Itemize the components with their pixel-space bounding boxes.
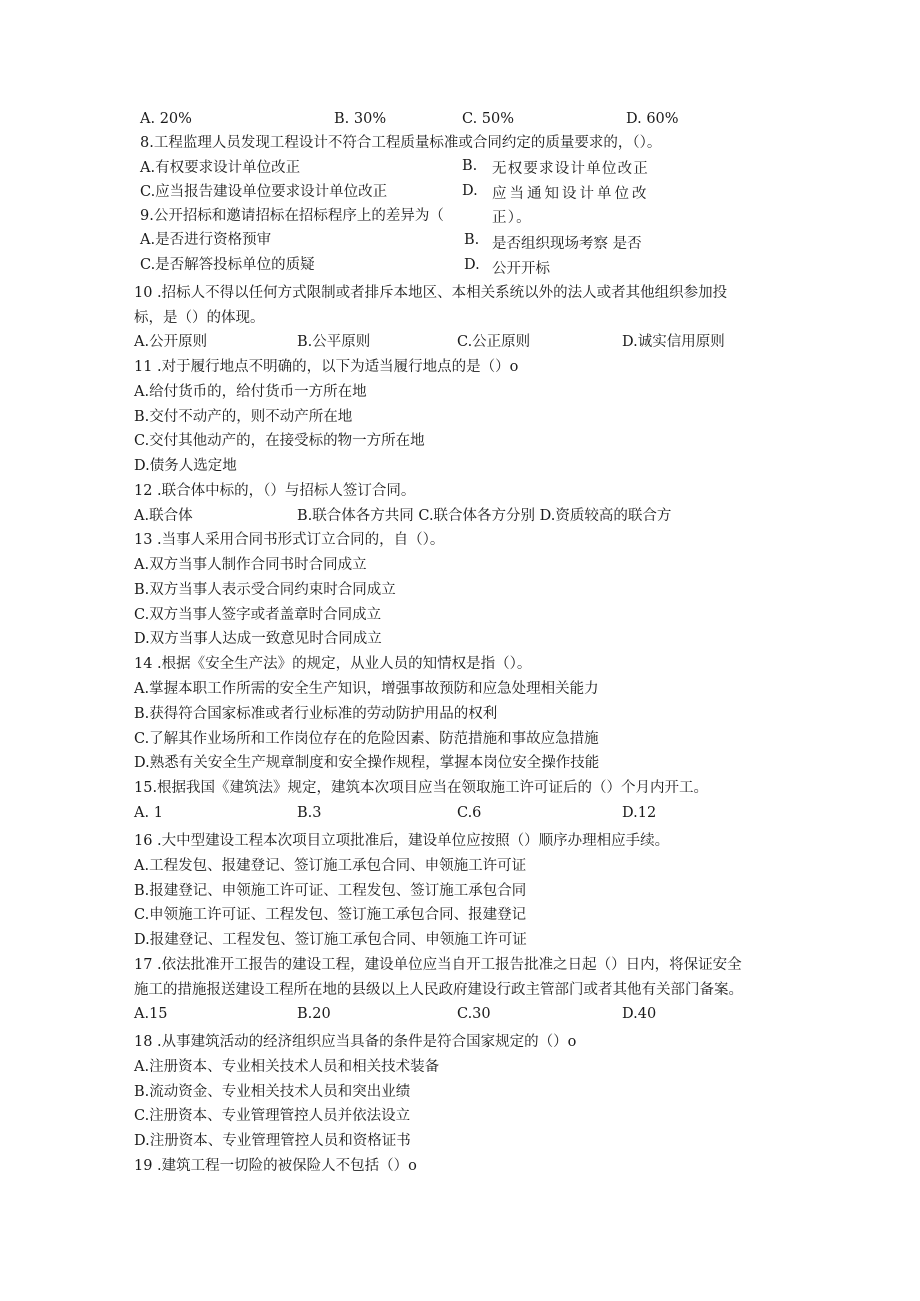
q8-option-d-letter: D. [462,183,478,199]
q16-option-d: D.报建登记、工程发包、签订施工承包合同、申领施工许可证 [134,932,527,948]
q7-option-d: D. 60% [626,111,679,127]
q18-option-c: C.注册资本、专业管理管控人员并依法设立 [134,1108,411,1124]
q7-option-a: A. 20% [140,111,192,127]
q15-option-a: A. 1 [134,805,163,821]
q12-option-a: A.联合体 [134,508,193,524]
q17-option-a: A.15 [134,1006,168,1022]
q18-stem: 18 .从事建筑活动的经济组织应当具备的条件是符合国家规定的（）o [134,1034,577,1050]
q17-option-c: C.30 [457,1006,491,1022]
q15-option-d: D.12 [622,805,657,821]
q12-stem: 12 .联合体中标的，（）与招标人签订合同。 [134,483,416,499]
q18-option-a: A.注册资本、专业相关技术人员和相关技术装备 [134,1059,440,1075]
q11-option-a: A.给付货币的，给付货币一方所在地 [134,384,367,400]
q8-option-c: C.应当报告建设单位要求设计单位改正 [140,184,388,200]
q13-option-c: C.双方当事人签字或者盖章时合同成立 [134,607,382,623]
q11-option-c: C.交付其他动产的，在接受标的物一方所在地 [134,433,425,449]
q13-option-a: A.双方当事人制作合同书时合同成立 [134,557,367,573]
q9-option-d: 公开开标 [492,261,550,277]
q17-stem-line1: 17 .依法批准开工报告的建设工程，建设单位应当自开工报告批准之日起（）日内，将保证安全 [134,957,742,973]
q13-option-d: D.双方当事人达成一致意见时合同成立 [134,631,382,647]
q16-option-b: B.报建登记、申领施工许可证、工程发包、签订施工承包合同 [134,883,527,899]
q8-option-d-line2: 正）。 [492,210,532,226]
q8-option-b-letter: B. [462,158,478,174]
q7-option-c: C. 50% [462,111,515,127]
q9-option-b-letter: B. [464,232,480,248]
q16-option-a: A.工程发包、报建登记、签订施工承包合同、申领施工许可证 [134,858,527,874]
q14-option-b: B.获得符合国家标准或者行业标准的劳动防护用品的权利 [134,706,498,722]
q10-stem-line2: 标，是（）的体现。 [134,310,265,326]
q19-stem: 19 .建筑工程一切险的被保险人不包括（）o [134,1158,417,1174]
q11-stem: 11 .对于履行地点不明确的，以下为适当履行地点的是（）o [134,359,519,375]
q12-options-bcd: B.联合体各方共同 C.联合体各方分别 D.资质较高的联合方 [297,508,672,524]
q16-option-c: C.申领施工许可证、工程发包、签订施工承包合同、报建登记 [134,907,527,923]
q15-option-c: C.6 [457,805,482,821]
q18-option-d: D.注册资本、专业管理管控人员和资格证书 [134,1133,411,1149]
q10-option-a: A.公开原则 [134,334,208,350]
q14-option-a: A.掌握本职工作所需的安全生产知识，增强事故预防和应急处理相关能力 [134,681,599,697]
q9-option-c: C.是否解答投标单位的质疑 [140,257,315,273]
q14-option-d: D.熟悉有关安全生产规章制度和安全操作规程，掌握本岗位安全操作技能 [134,755,600,771]
q13-option-b: B.双方当事人表示受合同约束时合同成立 [134,582,396,598]
q17-stem-line2: 施工的措施报送建设工程所在地的县级以上人民政府建设行政主管部门或者其他有关部门备案。 [134,982,743,998]
q9-option-a: A.是否进行资格预审 [140,232,272,248]
q8-option-b: 无权要求设计单位改正 [492,161,649,177]
q9-stem: 9.公开招标和邀请招标在招标程序上的差异为（ [140,208,444,224]
q10-option-d: D.诚实信用原则 [622,334,725,350]
q15-stem: 15.根据我国《建筑法》规定，建筑本次项目应当在领取施工许可证后的（）个月内开工。 [134,780,709,796]
q7-option-b: B. 30% [334,111,387,127]
q18-option-b: B.流动资金、专业相关技术人员和突出业绩 [134,1084,411,1100]
q10-option-c: C.公正原则 [457,334,531,350]
q14-stem: 14 .根据《安全生产法》的规定，从业人员的知情权是指（）。 [134,656,532,672]
q10-stem-line1: 10 .招标人不得以任何方式限制或者排斥本地区、本相关系统以外的法人或者其他组织参加投 [134,285,728,301]
q8-stem: 8.工程监理人员发现工程设计不符合工程质量标准或合同约定的质量要求的，（）。 [140,135,662,151]
q9-option-d-letter: D. [464,257,480,273]
q9-option-b: 是否组织现场考察 是否 [492,236,642,252]
q11-option-d: D.债务人选定地 [134,458,237,474]
q17-option-d: D.40 [622,1006,657,1022]
q11-option-b: B.交付不动产的，则不动产所在地 [134,409,353,425]
q15-option-b: B.3 [297,805,322,821]
q14-option-c: C.了解其作业场所和工作岗位存在的危险因素、防范措施和事故应急措施 [134,731,599,747]
q10-option-b: B.公平原则 [297,334,371,350]
q16-stem: 16 .大中型建设工程本次项目立项批准后，建设单位应按照（）顺序办理相应手续。 [134,833,670,849]
q13-stem: 13 .当事人采用合同书形式订立合同的，自（）。 [134,532,445,548]
q8-option-a: A.有权要求设计单位改正 [140,160,301,176]
q17-option-b: B.20 [297,1006,331,1022]
q8-option-d-line1: 应当通知设计单位改 [492,186,650,202]
